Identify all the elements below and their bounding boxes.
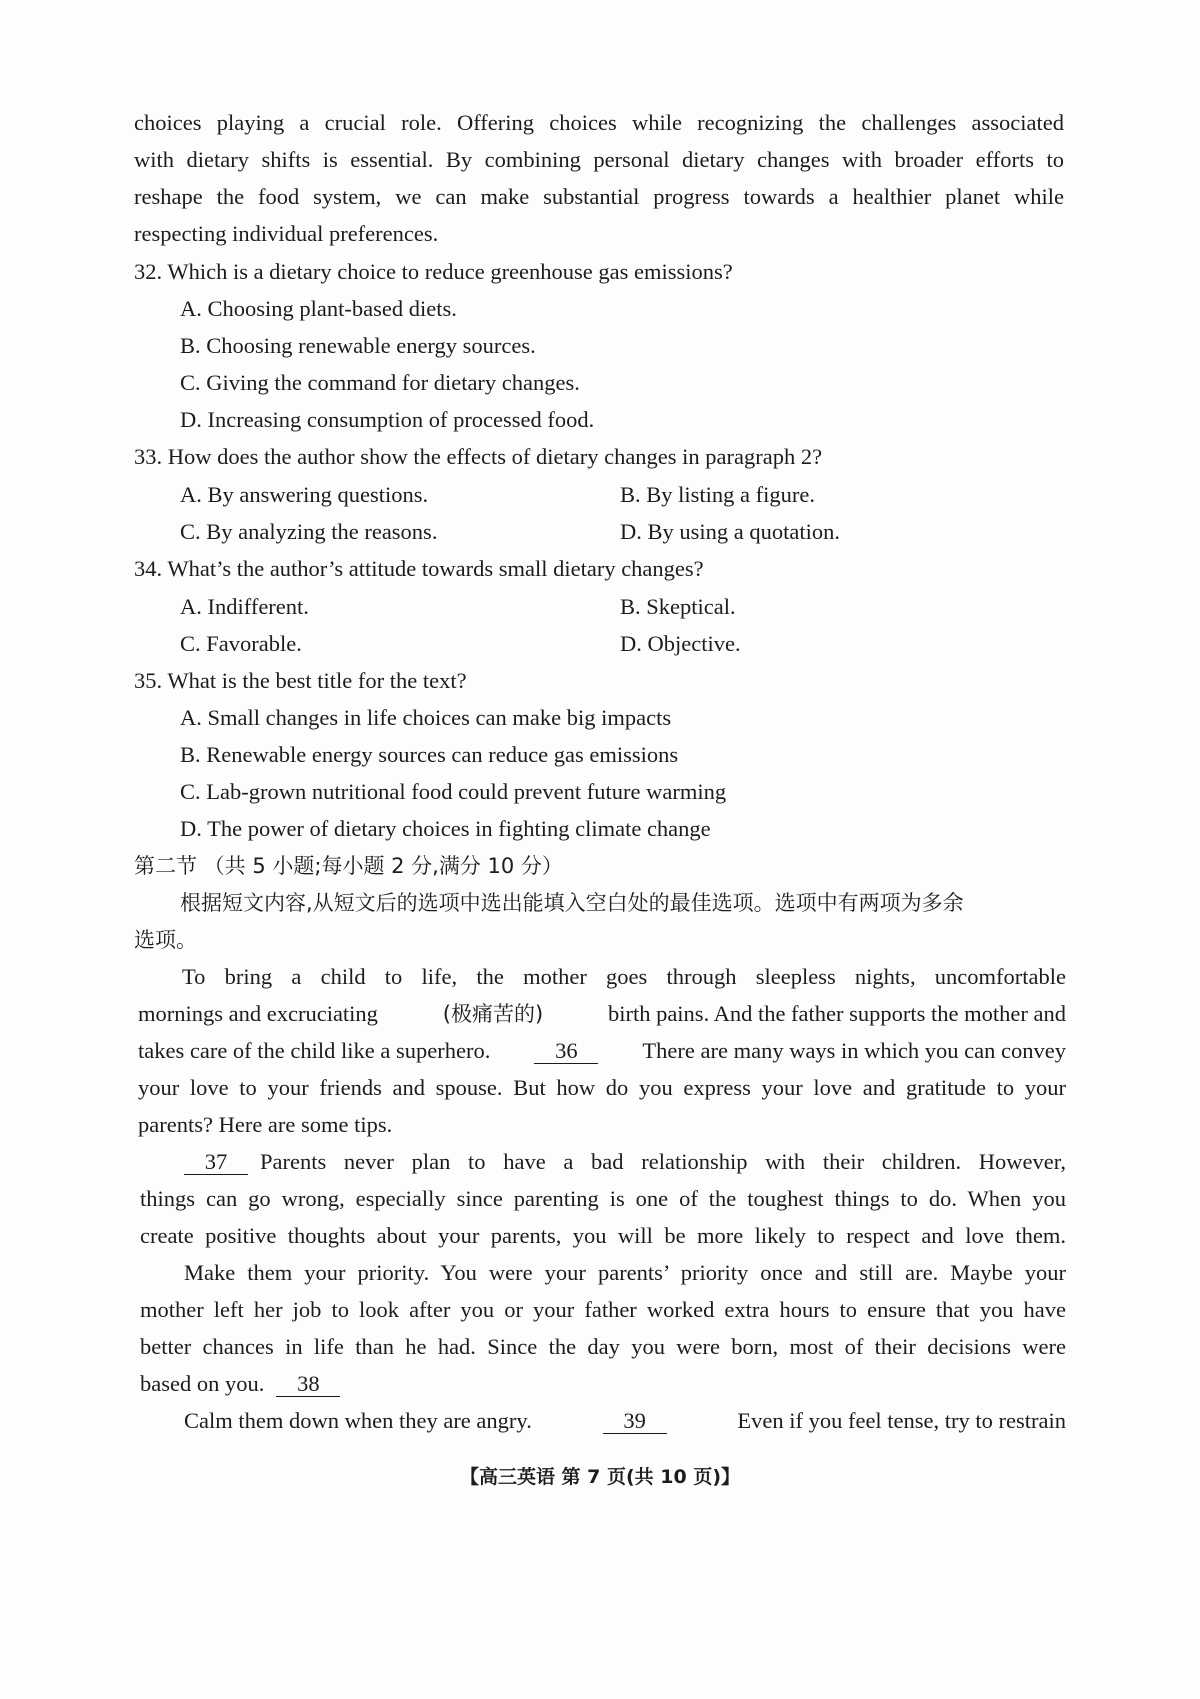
cloze-p1-line-2-end: birth pains. And the father supports the mother and xyxy=(607,1001,1066,1026)
cloze-p2-line-3: create positive thoughts about your parents, you will be more likely to respect and love them. xyxy=(140,1223,1066,1248)
blank-37[interactable]: 37 xyxy=(184,1150,248,1175)
cloze-p1-line-2-start: mornings and excruciating xyxy=(138,1001,378,1026)
question-32-stem: 32. Which is a dietary choice to reduce greenhouse gas emissions? xyxy=(134,259,733,284)
cloze-p3-line-4 xyxy=(140,1369,346,1399)
cloze-p1-line-1: To bring a child to life, the mother goes through sleepless nights, uncomfortable xyxy=(182,964,1066,989)
question-33-stem: 33. How does the author show the effects of dietary changes in paragraph 2? xyxy=(134,444,823,469)
question-32-option-c: C. Giving the command for dietary changes. xyxy=(180,370,580,395)
cloze-p2-line-1 xyxy=(184,1147,1066,1177)
question-35-option-c: C. Lab-grown nutritional food could prevent future warming xyxy=(180,779,727,804)
section-2-title: 第二节 （共 5 小题;每小题 2 分,满分 10 分） xyxy=(134,854,563,878)
cloze-p3-line-1: Make them your priority. You were your parents’ priority once and still are. Maybe your xyxy=(184,1260,1066,1285)
cloze-p1-line-3-start: takes care of the child like a superhero. xyxy=(138,1038,491,1063)
question-34-stem: 34. What’s the author’s attitude towards small dietary changes? xyxy=(134,556,704,581)
question-33-option-c: C. By analyzing the reasons. xyxy=(180,519,438,544)
cloze-p1-line-4: your love to your friends and spouse. But how do you express your love and gratitude to your xyxy=(138,1075,1066,1100)
cloze-p4-line-1-end: Even if you feel tense, try to restrain xyxy=(737,1408,1066,1433)
question-34-option-d: D. Objective. xyxy=(620,631,741,656)
question-35-option-d: D. The power of dietary choices in fighting climate change xyxy=(180,816,711,841)
section-2-instruction-line-1: 根据短文内容,从短文后的选项中选出能填入空白处的最佳选项。选项中有两项为多余 xyxy=(180,891,964,915)
passage-line-1: choices playing a crucial role. Offering choices while recognizing the challenges associated xyxy=(134,110,1064,135)
cloze-p1-line-3-end: There are many ways in which you can convey xyxy=(642,1038,1066,1063)
blank-39[interactable]: 39 xyxy=(603,1409,667,1434)
cloze-p1-line-2 xyxy=(138,999,1066,1029)
cloze-p4-line-1 xyxy=(184,1406,1066,1436)
question-33-option-b: B. By listing a figure. xyxy=(620,482,815,507)
passage-line-2: with dietary shifts is essential. By combining personal dietary changes with broader efforts to xyxy=(134,147,1064,172)
cloze-p3-line-3: better chances in life than he had. Since the day you were born, most of their decisions were xyxy=(140,1334,1066,1359)
cloze-p2-line-2: things can go wrong, especially since parenting is one of the toughest things to do. When you xyxy=(140,1186,1066,1211)
question-35-stem: 35. What is the best title for the text? xyxy=(134,668,467,693)
cloze-p3-line-2: mother left her job to look after you or your father worked extra hours to ensure that you have xyxy=(140,1297,1066,1322)
cloze-p1-gloss: (极痛苦的) xyxy=(442,1002,544,1026)
section-2-instruction-line-2: 选项。 xyxy=(134,928,197,952)
question-32-option-d: D. Increasing consumption of processed food. xyxy=(180,407,595,432)
passage-line-3: reshape the food system, we can make substantial progress towards a healthier planet while xyxy=(134,184,1064,209)
cloze-p3-line-4-text: based on you. xyxy=(140,1371,265,1396)
question-33-option-d: D. By using a quotation. xyxy=(620,519,840,544)
question-35-option-a: A. Small changes in life choices can make big impacts xyxy=(180,705,672,730)
question-32-option-b: B. Choosing renewable energy sources. xyxy=(180,333,536,358)
page-footer: 【高三英语 第 7 页(共 10 页)】 xyxy=(459,1466,741,1488)
question-33-option-a: A. By answering questions. xyxy=(180,482,429,507)
question-34-option-b: B. Skeptical. xyxy=(620,594,736,619)
question-32-option-a: A. Choosing plant-based diets. xyxy=(180,296,457,321)
question-34-option-a: A. Indifferent. xyxy=(180,594,309,619)
cloze-p1-line-3 xyxy=(138,1036,1066,1066)
question-35-option-b: B. Renewable energy sources can reduce gas emissions xyxy=(180,742,679,767)
cloze-p1-line-5: parents? Here are some tips. xyxy=(138,1112,393,1137)
blank-36[interactable]: 36 xyxy=(534,1039,598,1064)
cloze-p4-line-1-start: Calm them down when they are angry. xyxy=(184,1408,532,1433)
cloze-p2-line-1-text: Parents never plan to have a bad relationship with their children. However, xyxy=(260,1149,1066,1174)
passage-line-4: respecting individual preferences. xyxy=(134,221,439,246)
blank-38[interactable]: 38 xyxy=(276,1372,340,1397)
question-34-option-c: C. Favorable. xyxy=(180,631,302,656)
